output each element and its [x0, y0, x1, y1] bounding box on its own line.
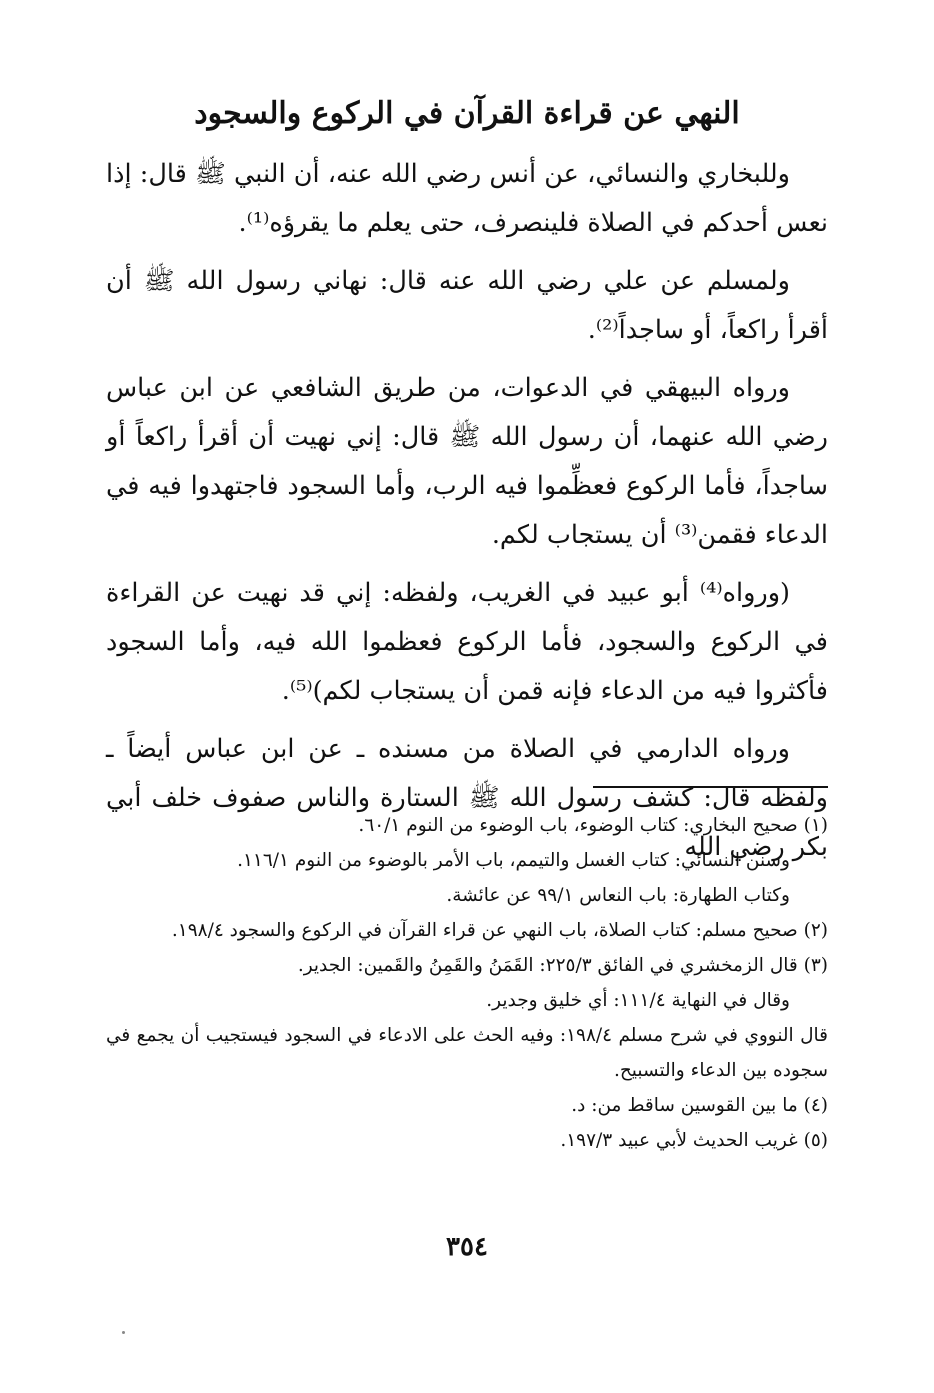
footnote-3-continuation: وقال في النهاية ١١١/٤: أي خليق وجدير. — [486, 990, 790, 1011]
paragraph: ورواه البيهقي في الدعوات، من طريق الشافعي عن ابن عباس رضي الله عنهما، أن رسول الله ﷺ قال: إني نهيت أن أقرأ راكعاً أو ساجداً، فأما الركوع فعظِّموا فيه الرب، وأما السجود فاجتهدوا فيه في الدعاء فقمن⁽³⁾ أن يستجاب لكم. — [106, 373, 828, 550]
scan-speck — [122, 1331, 125, 1334]
paragraph: وللبخاري والنسائي، عن أنس رضي الله عنه، أن النبي ﷺ قال: إذا نعس أحدكم في الصلاة فلينصرف، حتى يعلم ما يقرؤه⁽¹⁾. — [106, 159, 828, 238]
footnote-1-continuation: وكتاب الطهارة: باب النعاس ٩٩/١ عن عائشة. — [446, 885, 790, 906]
footnote-divider — [593, 786, 828, 788]
paragraph: ورواه الدارمي في الصلاة من مسنده ـ عن ابن عباس أيضاً ـ ولفظه قال: كشف رسول الله ﷺ الستارة والناس صفوف خلف أبي بكر رضي الله — [106, 734, 828, 862]
footnote-4: (٤) ما بين القوسين ساقط من: د. — [571, 1095, 828, 1116]
footnote-5: (٥) غريب الحديث لأبي عبيد ١٩٧/٣. — [560, 1130, 828, 1151]
page-number: ٣٥٤ — [446, 1232, 488, 1262]
footnote-1-continuation: وسنن النسائي: كتاب الغسل والتيمم، باب الأمر بالوضوء من النوم ١١٦/١. — [237, 850, 790, 871]
footnote-3: (٣) قال الزمخشري في الفائق ٢٢٥/٣: القَمَنُ والقَمِنُ والقَمين: الجدير. — [297, 955, 828, 976]
footnote-3-continuation: قال النووي في شرح مسلم ١٩٨/٤: وفيه الحث على الادعاء في السجود فيستجيب أن يجمع في سجوده بين الدعاء والتسبيح. — [106, 1025, 828, 1081]
footnote-1: (١) صحيح البخاري: كتاب الوضوء، باب الوضوء من النوم ٦٠/١. — [358, 815, 828, 836]
main-text — [106, 150, 828, 881]
footnote-2: (٢) صحيح مسلم: كتاب الصلاة، باب النهي عن قراء القرآن في الركوع والسجود ١٩٨/٤. — [171, 920, 828, 941]
paragraph: (ورواه⁽⁴⁾ أبو عبيد في الغريب، ولفظه: إني قد نهيت عن القراءة في الركوع والسجود، فأما الركوع فعظموا الله فيه، وأما السجود فأكثروا فيه من الدعاء فإنه قمن أن يستجاب لكم)⁽⁵⁾. — [106, 578, 828, 706]
footnotes — [106, 808, 828, 1158]
page-title: النهي عن قراءة القرآن في الركوع والسجود — [194, 96, 740, 131]
paragraph: ولمسلم عن علي رضي الله عنه قال: نهاني رسول الله ﷺ أن أقرأ راكعاً، أو ساجداً⁽²⁾. — [106, 266, 828, 345]
